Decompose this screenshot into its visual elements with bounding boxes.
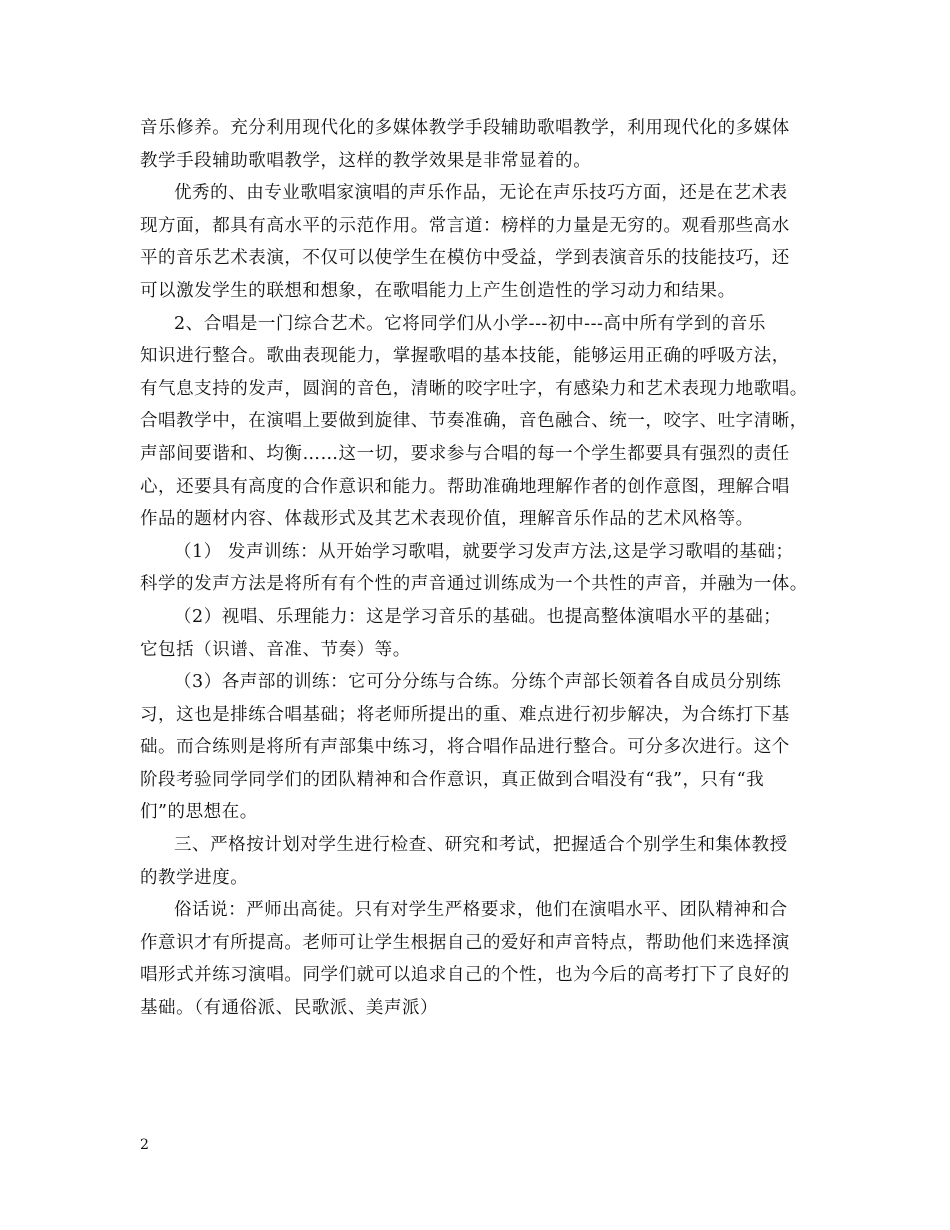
text-line: 作品的题材内容、体裁形式及其艺术表现价值，理解音乐作品的艺术风格等。	[140, 509, 754, 530]
text-line: 音乐修养。充分利用现代化的多媒体教学手段辅助歌唱教学，利用现代化的多媒体	[140, 118, 790, 138]
text-line: 唱形式并练习演唱。同学们就可以追求自己的个性，也为今后的高考打下了良好的	[140, 965, 790, 986]
paragraph-multimedia	[140, 112, 826, 177]
paragraph-vocal-training	[140, 536, 826, 601]
text-line: 它包括（识谱、音准、节奏）等。	[140, 639, 411, 660]
text-line: 现方面，都具有高水平的示范作用。常言道：榜样的力量是无穷的。观看那些高水	[140, 215, 790, 236]
text-line: 科学的发声方法是将所有有个性的声音通过训练成为一个共性的声音，并融为一体。	[140, 574, 808, 595]
text-line: 2、合唱是一门综合艺术。它将同学们从小学---初中---高中所有学到的音乐	[174, 313, 766, 334]
text-line: 础。而合练则是将所有声部集中练习，将合唱作品进行整合。可分多次进行。这个	[140, 737, 790, 758]
document-body	[140, 112, 826, 1025]
text-line: 优秀的、由专业歌唱家演唱的声乐作品，无论在声乐技巧方面，还是在艺术表	[174, 183, 788, 204]
text-line: 可以激发学生的联想和想象，在歌唱能力上产生创造性的学习动力和结果。	[140, 280, 736, 301]
page-number: 2	[140, 1137, 149, 1153]
text-line: 教学手段辅助歌唱教学，这样的教学效果是非常显着的。	[140, 150, 592, 171]
text-line: 心，还要具有高度的合作意识和能力。帮助准确地理解作者的创作意图，理解合唱	[140, 476, 790, 497]
text-line: 作意识才有所提高。老师可让学生根据自己的爱好和声音特点，帮助他们来选择演	[140, 932, 790, 953]
paragraph-section-three	[140, 829, 826, 894]
text-line: （2）视唱、乐理能力：这是学习音乐的基础。也提高整体演唱水平的基础；	[174, 606, 782, 627]
text-line: （3）各声部的训练：它可分分练与合练。分练个声部长领着各自成员分别练	[174, 672, 782, 693]
paragraph-excellent-works	[140, 177, 826, 307]
paragraph-chorus-art	[140, 308, 826, 536]
paragraph-sight-singing	[140, 601, 826, 666]
text-line: 平的音乐艺术表演，不仅可以使学生在模仿中受益，学到表演音乐的技能技巧，还	[140, 248, 790, 269]
text-line: 声部间要谐和、均衡……这一切，要求参与合唱的每一个学生都要具有强烈的责任	[140, 443, 790, 464]
text-line: （1） 发声训练：从开始学习歌唱，就要学习发声方法,这是学习歌唱的基础；	[174, 541, 794, 562]
text-line: 的教学进度。	[140, 867, 249, 888]
paragraph-voice-parts	[140, 666, 826, 829]
text-line: 知识进行整合。歌曲表现能力，掌握歌唱的基本技能，能够运用正确的呼吸方法，	[140, 346, 790, 367]
paragraph-strict-teacher	[140, 894, 826, 1024]
text-line: 合唱教学中，在演唱上要做到旋律、节奏准确，音色融合、统一，咬字、吐字清晰，	[140, 411, 808, 432]
text-line: 有气息支持的发声，圆润的音色，清晰的咬字吐字，有感染力和艺术表现力地歌唱。	[140, 378, 808, 399]
text-line: 习，这也是排练合唱基础；将老师所提出的重、难点进行初步解决，为合练打下基	[140, 704, 790, 725]
text-line: 三、严格按计划对学生进行检查、研究和考试，把握适合个别学生和集体教授	[174, 835, 788, 856]
text-line: 们”的思想在。	[140, 802, 258, 823]
text-line: 俗话说：严师出高徒。只有对学生严格要求，他们在演唱水平、团队精神和合	[174, 900, 788, 921]
text-line: 基础。（有通俗派、民歌派、美声派）	[140, 998, 439, 1019]
text-line: 阶段考验同学同学们的团队精神和合作意识，真正做到合唱没有“我”，只有“我	[140, 769, 765, 790]
